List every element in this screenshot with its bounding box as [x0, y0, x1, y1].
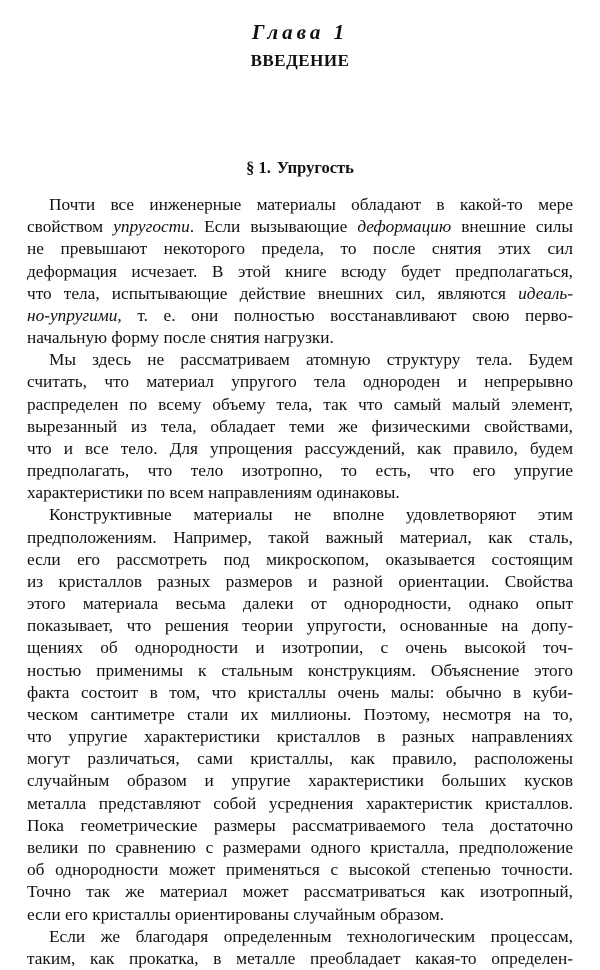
text-line: если его кристаллы ориентированы случайным образом. — [27, 904, 444, 924]
text-line: что тела, испытывающие действие внешних сил, являются идеаль- — [27, 283, 573, 303]
text-line: свойством упругости. Если вызывающие деформацию внешние силы — [27, 217, 573, 237]
text-line: вырезанный из тела, обладает теми же физическими свойствами, — [27, 416, 573, 436]
text-line: металла представляют собой усреднения характеристик кристаллов. — [27, 793, 573, 813]
text-line: что и все тело. Для упрощения рассуждений, как правило, будем — [27, 438, 573, 458]
text-line: предполагать, что тело изотропно, то есть, что его упругие — [27, 461, 573, 481]
italic-term: упругости — [113, 217, 190, 237]
paragraph — [27, 504, 573, 925]
paragraph — [27, 194, 573, 349]
text-line: могут различаться, сами кристаллы, как правило, расположены — [27, 749, 573, 769]
text-line: распределен по всему объему тела, так что самый малый элемент, — [27, 394, 573, 414]
section-title: Упругость — [276, 158, 354, 177]
paragraph — [27, 926, 573, 970]
chapter-label: Глава 1 — [251, 20, 349, 44]
section-number: § 1. — [246, 158, 271, 177]
text-line: ческом сантиметре стали их миллионы. Поэтому, несмотря на то, — [27, 704, 573, 724]
text-line: этого материала весьма далеки от однородности, однако опыт — [27, 594, 573, 614]
text-line: но-упругими, т. е. они полностью восстанавливают свою перво- — [27, 305, 573, 325]
text-line: Мы здесь не рассматриваем атомную структуру тела. Будем — [49, 350, 573, 370]
text-line: если его рассмотреть под микроскопом, оказывается состоящим — [27, 549, 573, 569]
text-line: начальную форму после снятия нагрузки. — [27, 328, 334, 348]
text-line: Почти все инженерные материалы обладают в какой-то мере — [49, 195, 573, 214]
text-line: деформация исчезает. В этой книге всюду будет предполагаться, — [27, 261, 573, 281]
text-line: факта состоит в том, что кристаллы очень малы: обычно в куби- — [27, 682, 573, 702]
text-line: случайным образом и упругие характеристики больших кусков — [27, 771, 573, 791]
italic-term: идеаль- — [518, 283, 573, 303]
text-line: Если же благодаря определенным технологическим процессам, — [49, 926, 573, 946]
text-line: предположениям. Например, такой важный материал, как сталь, — [27, 527, 573, 547]
text-line: из кристаллов разных размеров и разной ориентации. Свойства — [27, 571, 573, 591]
text-line: об однородности может применяться с высокой степенью точности. — [27, 860, 573, 880]
text-line: не превышают некоторого предела, то после снятия этих сил — [27, 239, 573, 259]
text-line: велики по сравнению с размерами одного кристалла, предположение — [27, 837, 573, 857]
text-line: показывает, что решения теории упругости, основанные на допу- — [27, 616, 573, 636]
text-line: считать, что материал упругого тела однороден и непрерывно — [27, 372, 573, 392]
italic-term: но-упругими — [27, 305, 118, 325]
text-line: таким, как прокатка, в металле преобладает какая-то определен- — [27, 948, 573, 968]
text-line: щениях об однородности и изотропии, с очень высокой точ- — [27, 638, 573, 658]
text-line: что упругие характеристики кристаллов в разных направлениях — [27, 727, 573, 747]
chapter-title: ВВЕДЕНИЕ — [250, 51, 350, 70]
text-line: Пока геометрические размеры рассматриваемого тела достаточно — [27, 815, 573, 835]
italic-term: деформацию — [357, 217, 452, 237]
text-line: характеристики по всем направлениям одинаковы. — [27, 483, 400, 503]
text-line: Конструктивные материалы не вполне удовлетворяют этим — [49, 505, 573, 525]
body-text — [27, 194, 573, 970]
text-line: ностью применимы к стальным конструкциям. Объяснение этого — [27, 660, 573, 680]
section-heading — [0, 158, 600, 178]
paragraph — [27, 349, 573, 504]
text-line: Точно так же материал может рассматриваться как изотропный, — [27, 882, 573, 902]
